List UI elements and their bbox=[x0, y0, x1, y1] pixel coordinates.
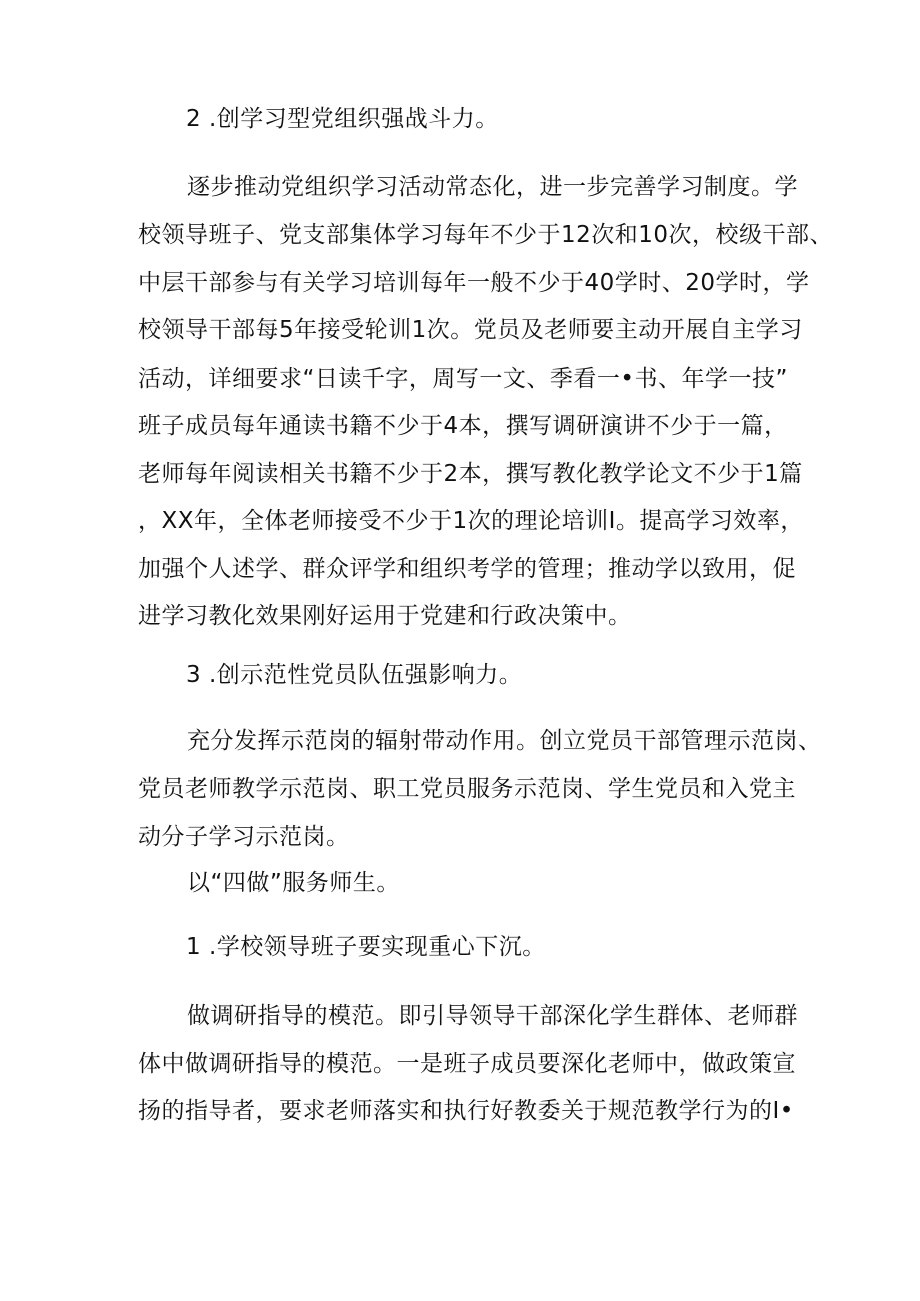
paragraph-line: 班子成员每年通读书籍不少于4本，撰写调研演讲不少于一篇， bbox=[138, 413, 788, 439]
paragraph-line: 中层干部参与有关学习培训每年一般不少于40学时、20学时，学 bbox=[138, 270, 810, 296]
paragraph-line: 党员老师教学示范岗、职工党员服务示范岗、学生党员和入党主 bbox=[138, 776, 796, 802]
paragraph-line: 扬的指导者，要求老师落实和执行好教委关于规范教学行为的I• bbox=[138, 1098, 794, 1124]
heading-2: 2 .创学习型党组织强战斗力。 bbox=[186, 106, 499, 132]
paragraph-line: 校领导班子、党支部集体学习每年不少于12次和10次，校级干部、 bbox=[138, 222, 834, 248]
section-four-dos: 以“四做”服务师生。 bbox=[187, 870, 400, 896]
paragraph-line: 老师每年阅读相关书籍不少于2本，撰写教化教学论文不少于1篇 bbox=[138, 461, 803, 487]
paragraph-line: 进学习教化效果刚好运用于党建和行政决策中。 bbox=[138, 603, 632, 629]
paragraph-line: 校领导干部每5年接受轮训1次。党员及老师要主动开展自主学习 bbox=[138, 317, 803, 343]
paragraph-line: 体中做调研指导的模范。一是班子成员要深化老师中，做政策宣 bbox=[138, 1051, 796, 1077]
paragraph-line: 活动，详细要求“日读千字，周写一文、季看一•书、年学一技” bbox=[138, 366, 788, 392]
paragraph-line: 做调研指导的模范。即引导领导干部深化学生群体、老师群 bbox=[187, 1003, 798, 1029]
heading-3: 3 .创示范性党员队伍强影响力。 bbox=[186, 662, 523, 688]
heading-1: 1 .学校领导班子要实现重心下沉。 bbox=[186, 934, 546, 960]
paragraph-line: 加强个人述学、群众评学和组织考学的管理；推动学以致用，促 bbox=[138, 556, 796, 582]
paragraph-line: ，XX年，全体老师接受不少于1次的理论培训I。提高学习效率， bbox=[138, 508, 804, 534]
paragraph-line: 动分子学习示范岗。 bbox=[138, 824, 350, 850]
paragraph-line: 逐步推动党组织学习活动常态化，进一步完善学习制度。学 bbox=[187, 174, 798, 200]
paragraph-line: 充分发挥示范岗的辐射带动作用。创立党员干部管理示范岗、 bbox=[187, 728, 822, 754]
